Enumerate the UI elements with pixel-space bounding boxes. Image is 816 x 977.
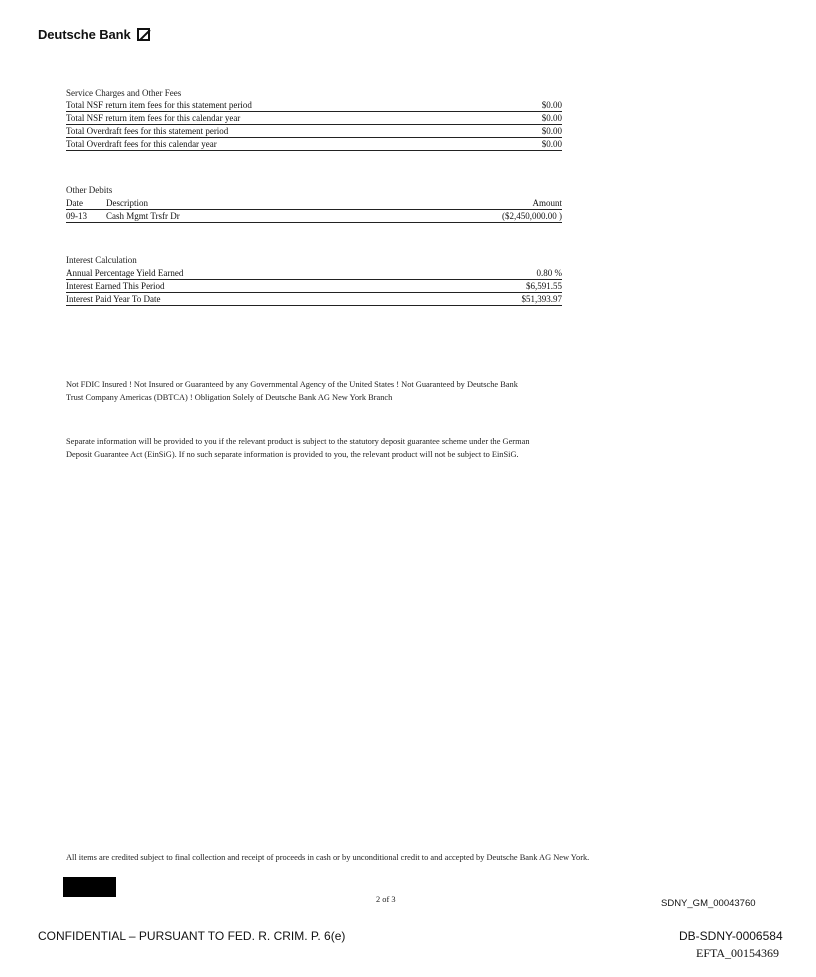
fdic-disclaimer: Not FDIC Insured ! Not Insured or Guaranteed by any Governmental Agency of the United States ! Not Guaranteed by Deutsche Bank Trust Company Americas (DBTCA) ! Obligation Solely of Deutsche Bank AG New York Branch xyxy=(66,380,518,402)
table-row xyxy=(66,210,562,223)
bank-logo xyxy=(38,27,150,42)
header-amount: Amount xyxy=(532,198,562,208)
redaction-box xyxy=(63,877,116,897)
row-label: Total Overdraft fees for this calendar year xyxy=(66,139,217,149)
row-value: $0.00 xyxy=(541,113,562,123)
table-row xyxy=(66,280,562,293)
table-header-row xyxy=(66,197,562,210)
row-label: Total NSF return item fees for this calendar year xyxy=(66,113,241,123)
row-label: Total NSF return item fees for this statement period xyxy=(66,100,252,110)
debit-amount: ($2,450,000.00 ) xyxy=(502,211,562,221)
other-debits-title: Other Debits xyxy=(66,185,113,195)
row-value: $51,393.97 xyxy=(521,294,562,304)
header-description: Description xyxy=(106,198,148,208)
table-row xyxy=(66,267,562,280)
table-row xyxy=(66,125,562,138)
credit-note: All items are credited subject to final collection and receipt of proceeds in cash or by unconditional credit to and accepted by Deutsche Bank AG New York. xyxy=(66,853,590,862)
confidential-notice: CONFIDENTIAL – PURSUANT TO FED. R. CRIM. P. 6(e) xyxy=(38,929,346,943)
debit-description: Cash Mgmt Trsfr Dr xyxy=(106,211,180,221)
row-value: 0.80 % xyxy=(536,268,562,278)
bates-sdny-gm: SDNY_GM_00043760 xyxy=(661,898,756,909)
row-label: Total Overdraft fees for this statement period xyxy=(66,126,229,136)
table-row xyxy=(66,112,562,125)
einsig-disclaimer: Separate information will be provided to you if the relevant product is subject to the statutory deposit guarantee scheme under the German Deposit Guarantee Act (EinSiG). If no such separate information is provided to you, the relevant product will not be subject to EinSiG. xyxy=(66,437,530,459)
bates-efta: EFTA_00154369 xyxy=(696,946,780,960)
service-charges-title: Service Charges and Other Fees xyxy=(66,88,182,98)
page-number: 2 of 3 xyxy=(376,895,396,904)
bates-db: DB-SDNY-0006584 xyxy=(679,929,783,943)
bank-name: Deutsche Bank xyxy=(38,27,131,42)
debit-date: 09-13 xyxy=(66,211,87,221)
service-charges-table xyxy=(66,99,562,151)
row-value: $0.00 xyxy=(541,139,562,149)
row-label: Interest Earned This Period xyxy=(66,281,165,291)
header-date: Date xyxy=(66,198,83,208)
table-row xyxy=(66,138,562,151)
table-row xyxy=(66,293,562,306)
row-value: $0.00 xyxy=(541,126,562,136)
row-value: $6,591.55 xyxy=(526,281,562,291)
interest-title: Interest Calculation xyxy=(66,255,137,265)
table-row xyxy=(66,99,562,112)
row-value: $0.00 xyxy=(541,100,562,110)
other-debits-table xyxy=(66,197,562,223)
row-label: Interest Paid Year To Date xyxy=(66,294,161,304)
deutsche-bank-logo-icon xyxy=(137,28,150,41)
row-label: Annual Percentage Yield Earned xyxy=(66,268,184,278)
interest-table xyxy=(66,267,562,306)
